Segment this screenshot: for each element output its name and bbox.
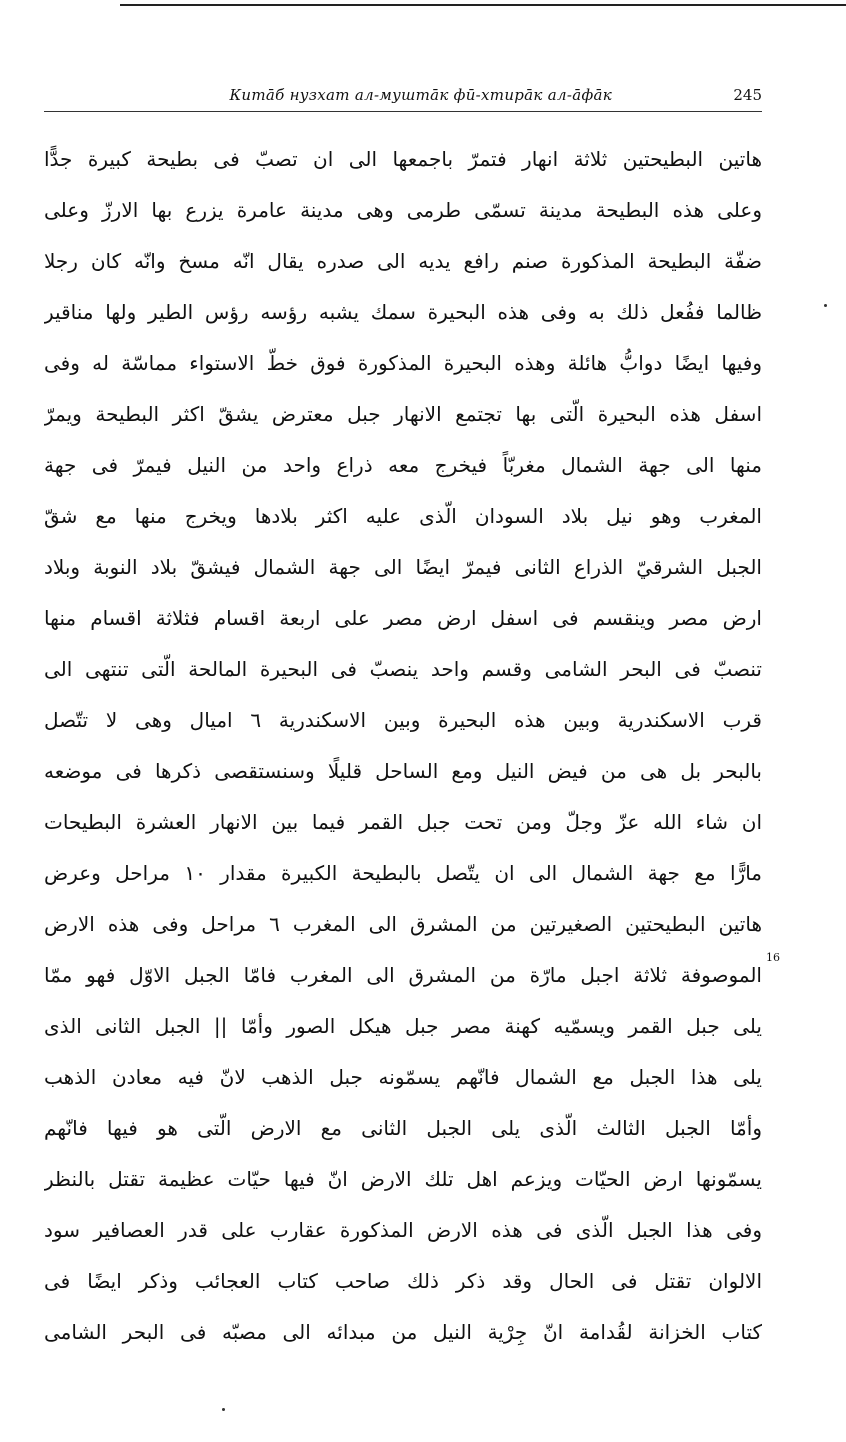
page-number: 245 xyxy=(733,86,762,104)
text-line: مارًّا مع جهة الشمال الى ان يتّصل بالبطيحة الكبيرة مقدار ١٠ مراحل وعرض xyxy=(44,861,762,885)
text-line: هاتين البطيحتين ثلاثة انهار فتمرّ باجمعها الى ان تصبّ فى بطيحة كبيرة جدًّا xyxy=(44,147,762,171)
margin-line-marker: 16 xyxy=(766,951,780,964)
margin-dot xyxy=(824,304,827,307)
text-line: ضفّة البطيحة المذكورة صنم رافع يديه الى صدره يقال انّه مسخ وانّه كان رجلا xyxy=(44,249,762,273)
arabic-text-block xyxy=(44,134,762,1358)
text-line: يلى هذا الجبل مع الشمال فانّهم يسمّونه جبل الذهب لانّ فيه معادن الذهب xyxy=(44,1065,762,1089)
running-title: Китāб нузхат ал-муштāк фӣ-хтирāк ал-āфāк xyxy=(229,86,612,104)
text-line: يسمّونها ارض الحيّات ويزعم اهل تلك الارض انّ فيها حيّات عظيمة تقتل بالنظر xyxy=(44,1167,762,1191)
text-line: الموصوفة ثلاثة اجبل مارّة من المشرق الى المغرب فامّا الجبل الاوّل فهو ممّا xyxy=(44,963,762,987)
text-line: تنصبّ فى البحر الشامى وقسم واحد ينصبّ فى البحيرة المالحة الّتى تنتهى الى xyxy=(44,657,762,681)
text-line: وفى هذا الجبل الّذى فى هذه الارض المذكورة عقارب على قدر العصافير سود xyxy=(44,1218,762,1242)
text-line: قرب الاسكندرية وبين هذه البحيرة وبين الاسكندرية ٦ اميال وهى لا تتّصل xyxy=(44,708,762,732)
top-edge-rule xyxy=(120,4,846,6)
text-line: ان شاء الله عزّ وجلّ ومن تحت جبل القمر فيما بين الانهار العشرة البطيحات xyxy=(44,810,762,834)
text-line: ارض مصر وينقسم فى اسفل ارض مصر على اربعة اقسام فثلاثة اقسام منها xyxy=(44,606,762,630)
text-line: وفيها ايضًا دوابُّ هائلة وهذه البحيرة المذكورة فوق خطّ الاستواء مماسّة له وفى xyxy=(44,351,762,375)
header-rule xyxy=(44,111,762,112)
text-line: يلى جبل القمر ويسمّيه كهنة مصر جبل هيكل الصور وأمّا || الجبل الثانى الذى xyxy=(44,1014,762,1038)
text-line: هاتين البطيحتين الصغيرتين من المشرق الى المغرب ٦ مراحل وفى هذه الارض xyxy=(44,912,762,936)
text-line: الجبل الشرقيّ الذراع الثانى فيمرّ ايضًا الى جهة الشمال فيشقّ بلاد النوبة وبلاد xyxy=(44,555,762,579)
text-line: ظالما ففُعل ذلك به وفى هذه البحيرة سمك يشبه رؤسه رؤس الطير ولها مناقير xyxy=(44,300,762,324)
running-header xyxy=(44,86,762,108)
text-line: منها الى جهة الشمال مغربّاً فيخرج معه ذراع واحد من النيل فيمرّ فى جهة xyxy=(44,453,762,477)
text-line: بالبحر بل هى من فيض النيل ومع الساحل قليلًا وسنستقصى ذكرها فى موضعه xyxy=(44,759,762,783)
text-line: كتاب الخزانة لقُدامة انّ جِرْية النيل من مبدائه الى مصبّه فى البحر الشامى xyxy=(44,1320,762,1344)
text-line: الالوان تقتل فى الحال وقد ذكر ذلك صاحب كتاب العجائب وذكر ايضًا فى xyxy=(44,1269,762,1293)
text-line: وأمّا الجبل الثالث الّذى يلى الجبل الثانى مع الارض الّتى هو فيها فانّهم xyxy=(44,1116,762,1140)
text-line: المغرب وهو نيل بلاد السودان الّذى عليه اكثر بلادها ويخرج منها مع شقّ xyxy=(44,504,762,528)
text-line: اسفل هذه البحيرة الّتى بها تجتمع الانهار جبل معترض يشقّ اكثر البطيحة ويمرّ xyxy=(44,402,762,426)
text-line: وعلى هذه البطيحة مدينة تسمّى طرمى وهى مدينة عامرة يزرع بها الارزّ وعلى xyxy=(44,198,762,222)
margin-dot xyxy=(222,1408,225,1411)
